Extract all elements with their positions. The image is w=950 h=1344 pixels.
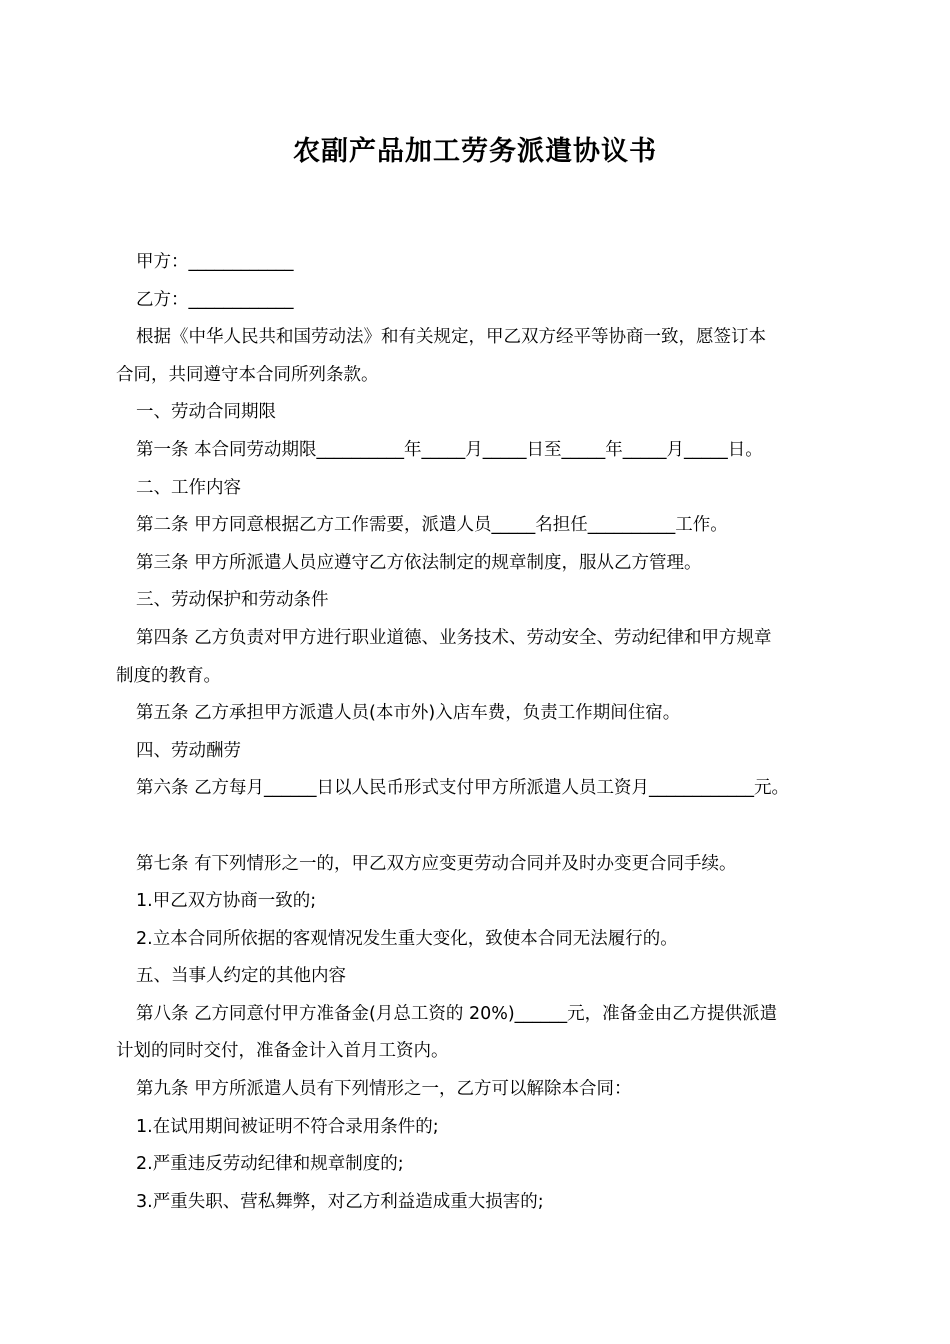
party-b-line: 乙方：____________ <box>136 289 294 310</box>
article-7-item-2: 2.立本合同所依据的客观情况发生重大变化，致使本合同无法履行的。 <box>136 928 678 949</box>
article-9-item-2: 2.严重违反劳动纪律和规章制度的; <box>136 1154 404 1175</box>
article-9-item-3: 3.严重失职、营私舞弊，对乙方利益造成重大损害的; <box>136 1191 544 1212</box>
article-4-line-2: 制度的教育。 <box>116 665 221 686</box>
article-9-item-1: 1.在试用期间被证明不符合录用条件的; <box>136 1116 439 1137</box>
article-4-line-1: 第四条 乙方负责对甲方进行职业道德、业务技术、劳动安全、劳动纪律和甲方规章 <box>136 627 772 648</box>
article-7-item-1: 1.甲乙双方协商一致的; <box>136 891 317 912</box>
article-7: 第七条 有下列情形之一的，甲乙双方应变更劳动合同并及时办变更合同手续。 <box>136 853 737 874</box>
section-heading-3: 三、劳动保护和劳动条件 <box>136 590 329 611</box>
section-heading-1: 一、劳动合同期限 <box>136 402 276 423</box>
section-heading-2: 二、工作内容 <box>136 477 241 498</box>
article-3: 第三条 甲方所派遣人员应遵守乙方依法制定的规章制度，服从乙方管理。 <box>136 552 702 573</box>
article-8-line-2: 计划的同时交付，准备金计入首月工资内。 <box>116 1041 449 1062</box>
preamble-line-2: 合同，共同遵守本合同所列条款。 <box>116 364 379 385</box>
party-a-line: 甲方：____________ <box>136 252 294 272</box>
article-6: 第六条 乙方每月______日以人民币形式支付甲方所派遣人员工资月____________元。 <box>136 778 790 799</box>
blank-line <box>116 808 846 846</box>
preamble-line-1: 根据《中华人民共和国劳动法》和有关规定，甲乙双方经平等协商一致，愿签订本 <box>136 327 766 348</box>
document-body <box>116 244 846 1221</box>
section-heading-4: 四、劳动酬劳 <box>136 740 241 761</box>
section-heading-5: 五、当事人约定的其他内容 <box>136 966 346 987</box>
article-9: 第九条 甲方所派遣人员有下列情形之一，乙方可以解除本合同： <box>136 1079 632 1100</box>
article-8-line-1: 第八条 乙方同意付甲方准备金(月总工资的 20%)______元，准备金由乙方提供派遣 <box>136 1003 778 1024</box>
article-2: 第二条 甲方同意根据乙方工作需要，派遣人员_____名担任__________工作。 <box>136 515 728 536</box>
document-title: 农副产品加工劳务派遣协议书 <box>293 136 657 167</box>
article-5: 第五条 乙方承担甲方派遣人员(本市外)入店车费，负责工作期间住宿。 <box>136 703 681 724</box>
article-1: 第一条 本合同劳动期限__________年_____月_____日至_____年_____月_____日。 <box>136 439 763 460</box>
